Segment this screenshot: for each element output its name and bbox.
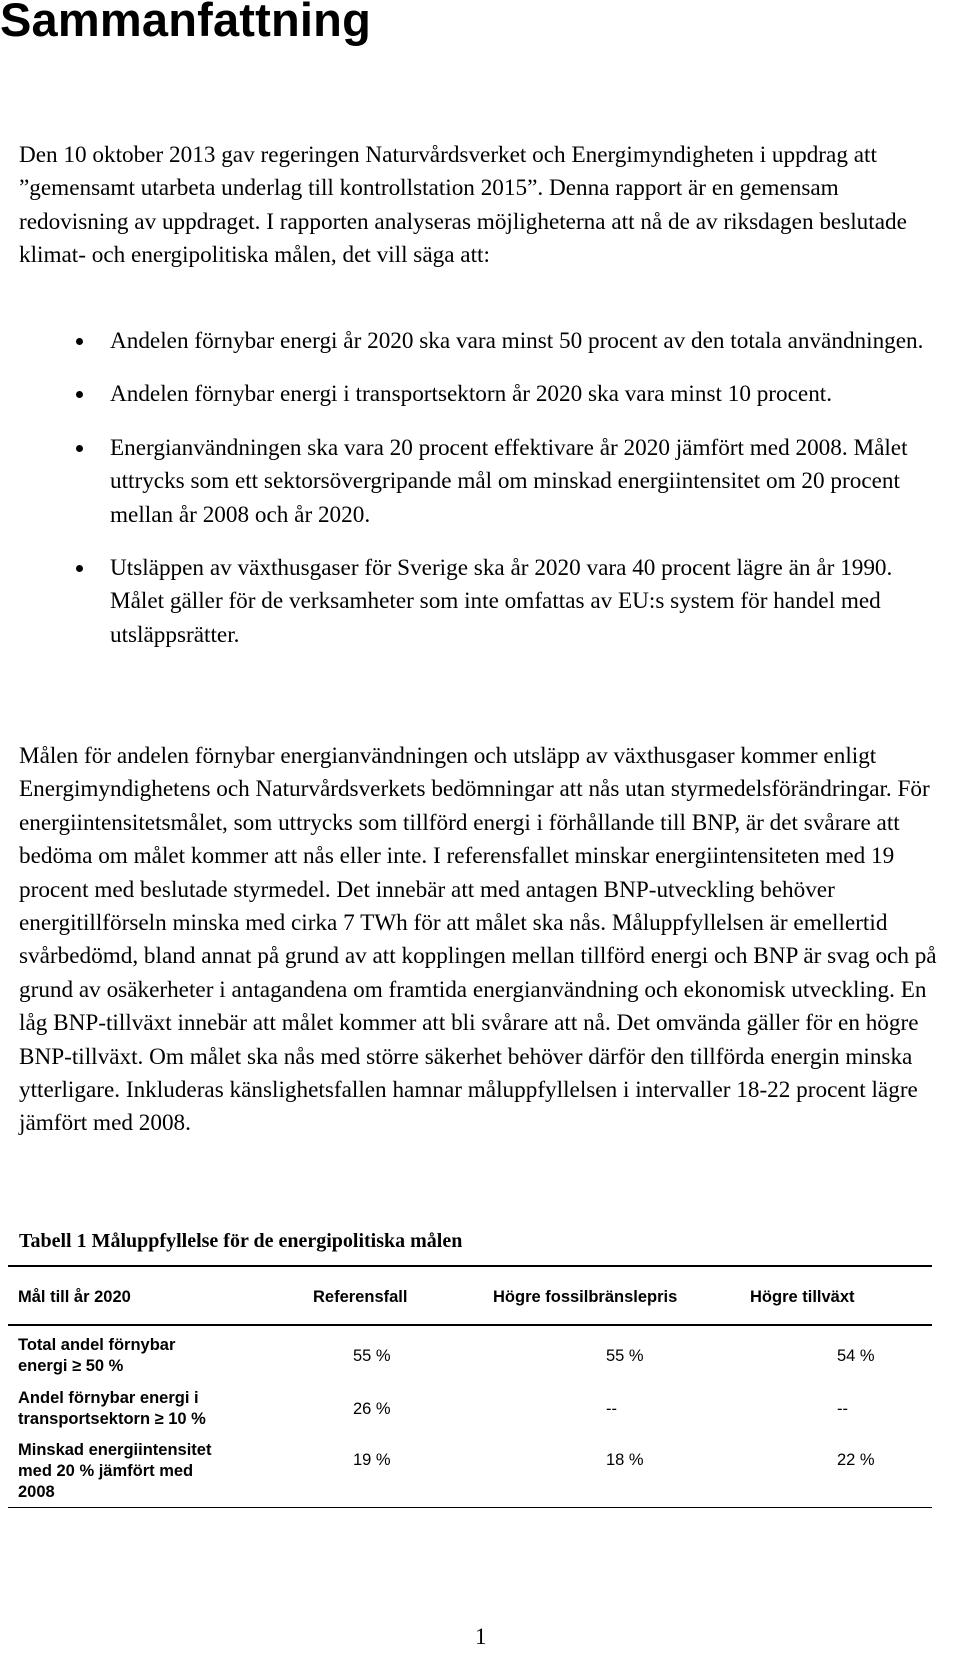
list-item-text: Utsläppen av växthusgaser för Sverige ska år 2020 vara 40 procent lägre än år 1990. Målet gäller för de verksamheter som inte omfattas av EU:s system för handel med utsläppsrätter. [110,555,893,648]
table-cell: 26 % [353,1400,391,1418]
table-cell: 18 % [606,1451,644,1469]
table-header-goal: Mål till år 2020 [18,1288,131,1306]
list-item-text: Andelen förnybar energi i transportsektorn år 2020 ska vara minst 10 procent. [110,381,833,408]
table-row-label [18,1335,258,1377]
row-label-line: med 20 % jämfört med [18,1462,194,1480]
table-cell: 22 % [837,1451,875,1469]
bullet-icon [76,565,83,572]
row-label-line: 2008 [18,1483,55,1501]
table-row-label [18,1440,258,1503]
body-paragraph: Målen för andelen förnybar energianvändningen och utsläpp av växthusgaser kommer enligt Energimyndighetens och Naturvårdsverkets bedömningar att nås utan styrmedelsförändringar. För energiintensitetsmålet, som uttrycks som tillförd energi i förhållande till BNP, är det svårare att bedöma om målet kommer att nås eller inte. I referensfallet minskar energiintensiteten med 19 procent med beslutade styrmedel. Det innebär att med antagen BNP-utveckling behöver energitillförseln minska med cirka 7 TWh för att målet ska nås. Måluppfyllelsen är emellertid svårbedömd, bland annat på grund av att kopplingen mellan tillförd energi och BNP är svag och på grund av osäkerheter i antagandena om framtida energianvändning och ekonomisk utveckling. En låg BNP-tillväxt innebär att målet kommer att bli svårare att nå. Det omvända gäller för en högre BNP-tillväxt. Om målet ska nås med större säkerhet behöver därför den tillförda energin minska ytterligare. Inkluderas känslighetsfallen hamnar måluppfyllelsen i intervaller 18-22 procent lägre jämfört med 2008. [19,743,937,1137]
table-top-rule [8,1265,932,1267]
bullet-icon [76,391,83,398]
table-bottom-rule [8,1507,932,1508]
row-label-line: transportsektorn ≥ 10 % [18,1410,206,1428]
list-item [0,378,930,411]
table-header-growth: Högre tillväxt [750,1288,855,1306]
row-label-line: Minskad energiintensitet [18,1441,212,1459]
table-cell: 55 % [606,1347,644,1365]
list-item-text: Energianvändningen ska vara 20 procent effektivare år 2020 jämfört med 2008. Målet uttrycks som ett sektorsövergripande mål om minskad energiintensitet om 20 procent mellan år 2008 och år 2020. [110,434,908,528]
row-label-line: energi ≥ 50 % [18,1357,124,1375]
list-item [0,552,930,652]
table-caption: Tabell 1 Måluppfyllelse för de energipolitiska målen [19,1230,463,1252]
table-row-label [18,1388,258,1430]
table-header-fossil-price: Högre fossilbränslepris [493,1288,678,1306]
table-cell: 55 % [353,1347,391,1365]
intro-paragraph: Den 10 oktober 2013 gav regeringen Naturvårdsverket och Energimyndigheten i uppdrag att ”gemensamt utarbeta underlag till kontrollstation 2015”. Denna rapport är en gemensam redovisning av uppdraget. I rapporten analyseras möjligheterna att nå de av riksdagen beslutade klimat- och energipolitiska målen, det vill säga att: [19,142,907,269]
table-header-reference: Referensfall [313,1288,408,1306]
table-cell: 54 % [837,1347,875,1365]
table-cell: -- [606,1400,617,1418]
table-cell: 19 % [353,1451,391,1469]
list-item [0,432,930,532]
bullet-icon [76,338,83,345]
bullet-icon [76,445,83,452]
page-title: Sammanfattning [0,0,371,46]
goals-list [0,325,940,672]
list-item-text: Andelen förnybar energi år 2020 ska vara minst 50 procent av den totala användningen. [110,328,924,354]
row-label-line: Andel förnybar energi i [18,1389,199,1407]
table-cell: -- [837,1400,848,1418]
table-header-rule [8,1324,932,1326]
row-label-line: Total andel förnybar [18,1336,176,1354]
page-number: 1 [475,1624,487,1649]
list-item [0,325,930,358]
